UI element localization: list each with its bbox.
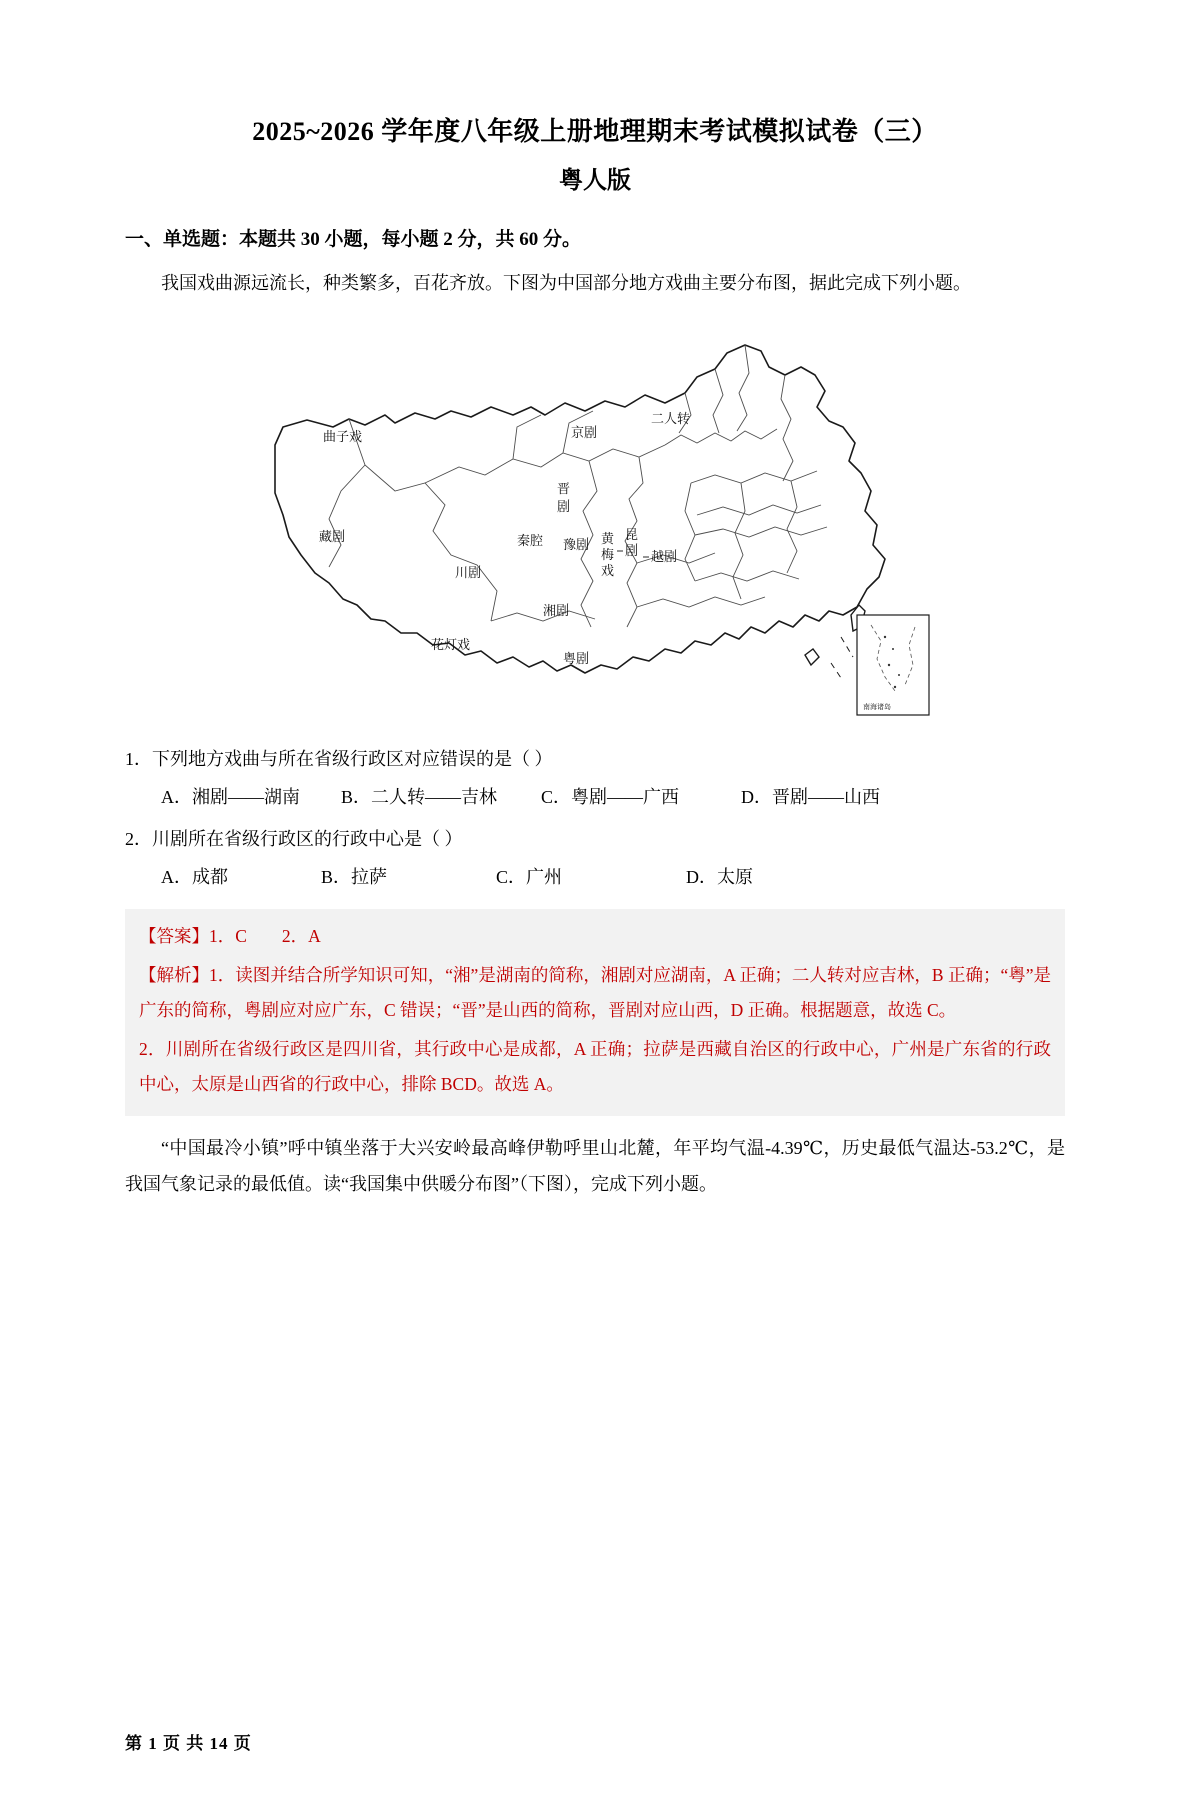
province-boundary — [697, 505, 821, 515]
question-2-option-c[interactable]: C．广州 — [496, 867, 563, 888]
question-2-number: 2． — [125, 829, 152, 850]
province-boundary — [691, 471, 817, 483]
question-1-text: 下列地方戏曲与所在省级行政区对应错误的是（ ） — [152, 749, 553, 770]
question-2-option-a[interactable]: A．成都 — [161, 867, 228, 888]
province-boundary — [685, 483, 695, 581]
province-boundary — [695, 527, 827, 537]
question-2-option-d[interactable]: D．太原 — [686, 867, 753, 888]
south-china-sea-inset — [857, 615, 929, 715]
analysis-line-2: 2．川剧所在省级行政区是四川省，其行政中心是成都，A 正确；拉萨是西藏自治区的行政中心，广州是广东省的行政中心，太原是山西省的行政中心，排除 BCD。故选 A。 — [139, 1039, 1051, 1095]
map-label-huadengxi: 花灯戏 — [431, 637, 471, 653]
province-boundary — [733, 483, 745, 599]
province-boundary — [713, 369, 723, 433]
map-label-huangmeixi-3: 戏 — [601, 563, 615, 579]
map-label-kunju-2: 剧 — [625, 543, 639, 559]
map-label-errenzhuan: 二人转 — [651, 411, 691, 427]
next-material-paragraph: “中国最冷小镇”呼中镇坐落于大兴安岭最高峰伊勒呼里山北麓，年平均气温-4.39℃，历史最低气温达-53.2℃，是我国气象记录的最低值。读“我国集中供暖分布图”（下图），完成下列小题。 — [125, 1138, 1065, 1195]
hainan-outline — [805, 649, 819, 665]
exam-page — [0, 112, 1190, 1794]
province-boundary — [349, 419, 497, 621]
province-boundary — [625, 457, 643, 627]
question-1-options — [125, 779, 1065, 815]
map-label-quzixi: 曲子戏 — [323, 429, 363, 445]
question-2-option-b[interactable]: B．拉萨 — [321, 867, 388, 888]
intro-paragraph: 我国戏曲源远流长，种类繁多，百花齐放。下图为中国部分地方戏曲主要分布图，据此完成下列小题。 — [161, 273, 971, 294]
map-label-jinju-1: 晋 — [557, 481, 571, 497]
south-sea-dash — [841, 637, 853, 657]
map-label-zangju: 藏剧 — [319, 529, 346, 545]
map-label-xiangju: 湘剧 — [543, 603, 570, 619]
china-opera-distribution-map — [245, 315, 945, 735]
province-boundary — [665, 429, 777, 445]
section-heading: 一、单选题：本题共 30 小题，每小题 2 分，共 60 分。 — [125, 229, 582, 250]
province-boundary — [637, 597, 765, 607]
map-label-jingju: 京剧 — [571, 425, 598, 441]
map-label-huangmeixi-1: 黄 — [601, 531, 615, 547]
answer-analysis-block — [125, 909, 1065, 1116]
china-border-outline — [275, 345, 885, 673]
inset-label-text: 南海诸岛 — [863, 703, 891, 712]
question-1-option-b[interactable]: B．二人转——吉林 — [341, 787, 498, 808]
province-boundary — [787, 481, 797, 573]
map-label-kunju-1: 昆 — [625, 527, 639, 543]
question-1-option-c[interactable]: C．粤剧——广西 — [541, 787, 680, 808]
page-title: 2025~2026 学年度八年级上册地理期末考试模拟试卷（三） — [252, 117, 938, 146]
question-2-options — [125, 859, 1065, 895]
question-2-stem — [125, 821, 1065, 857]
analysis-line-1: 【解析】1．读图并结合所学知识可知，“湘”是湖南的简称，湘剧对应湖南，A 正确；二人转对应吉林，B 正确；“粤”是广东的简称，粤剧应对应广东，C 错误；“晋”是山西的简称，晋剧对应山西，D 正确。根据题意，故选 C。 — [139, 965, 1051, 1021]
page-subtitle: 粤人版 — [559, 168, 631, 194]
map-label-yuju: 豫剧 — [563, 537, 590, 553]
question-1-option-d[interactable]: D．晋剧——山西 — [741, 787, 880, 808]
province-boundary — [329, 465, 365, 567]
province-boundary — [695, 571, 799, 581]
map-label-yueju-guangdong: 粤剧 — [563, 651, 590, 667]
question-1-stem — [125, 741, 1065, 777]
map-label-yueju-zhejiang: 越剧 — [651, 549, 678, 565]
page-footer: 第 1 页 共 14 页 — [125, 1734, 252, 1753]
question-1-option-a[interactable]: A．湘剧——湖南 — [161, 787, 300, 808]
province-boundary — [781, 375, 793, 481]
map-label-chuanju: 川剧 — [455, 565, 482, 581]
province-boundary — [737, 345, 749, 431]
question-1-number: 1． — [125, 749, 152, 770]
province-boundary — [513, 415, 541, 459]
south-sea-dash — [831, 663, 843, 681]
province-boundary — [425, 445, 665, 483]
map-label-qinqiang: 秦腔 — [517, 533, 544, 549]
answer-line: 【答案】1．C 2．A — [139, 926, 321, 947]
question-2-text: 川剧所在省级行政区的行政中心是（ ） — [152, 829, 463, 850]
map-label-jinju-2: 剧 — [557, 499, 571, 515]
map-label-huangmeixi-2: 梅 — [601, 547, 615, 563]
